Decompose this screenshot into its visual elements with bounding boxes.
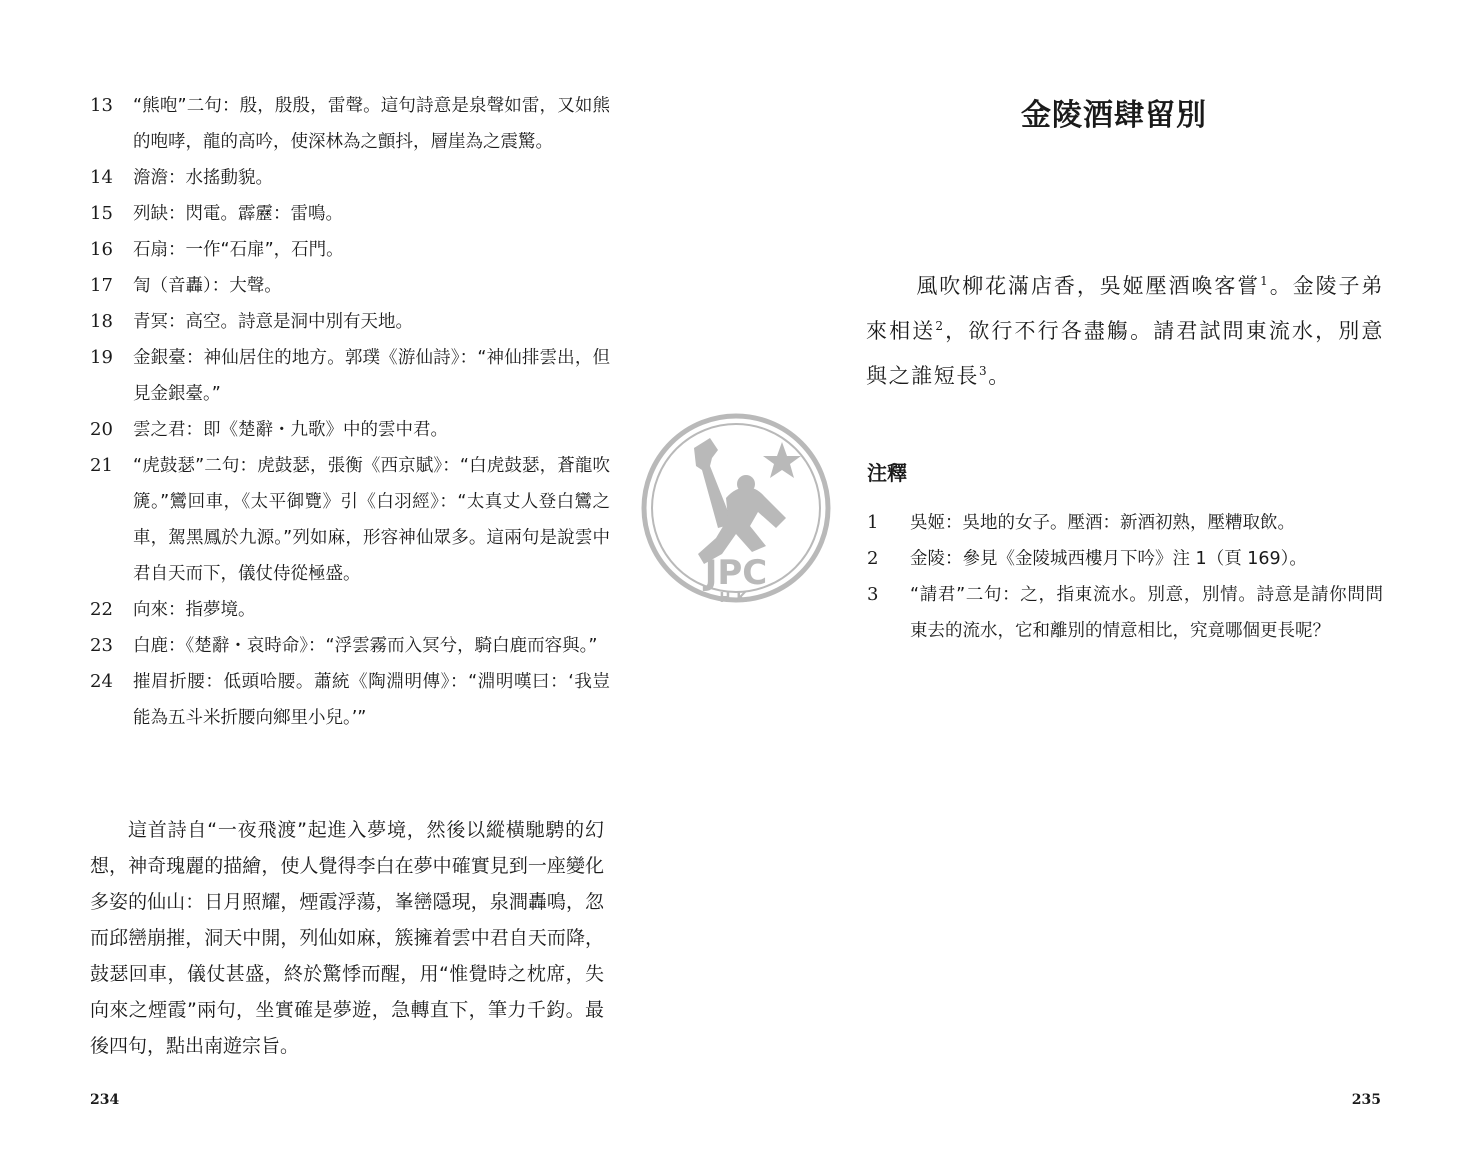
note-item — [90, 628, 610, 664]
note-text: 訇（音轟）：大聲。 — [133, 276, 282, 296]
note-item — [867, 577, 1383, 649]
note-number: 15 — [90, 203, 113, 224]
note-number: 2 — [867, 548, 879, 569]
note-number: 24 — [90, 671, 113, 692]
note-text: 青冥：高空。詩意是洞中別有天地。 — [133, 312, 413, 332]
right-notes-list — [867, 505, 1383, 649]
jpc-watermark-logo — [638, 406, 834, 612]
page-number-left: 234 — [90, 1092, 120, 1108]
footnote-marker: 3 — [979, 364, 989, 378]
notes-heading: 注釋 — [867, 461, 907, 485]
note-text: 向來：指夢境。 — [133, 600, 256, 620]
note-text: 石扇：一作“石扉”，石門。 — [133, 240, 344, 260]
note-item — [90, 160, 610, 196]
left-notes-list — [90, 88, 610, 736]
poem-title: 金陵酒肆留別 — [1021, 98, 1207, 133]
note-number: 3 — [867, 584, 879, 605]
note-text: 摧眉折腰：低頭哈腰。蕭統《陶淵明傳》：“淵明嘆曰：‘我豈能為五斗米折腰向鄉里小兒。’” — [133, 672, 610, 728]
commentary-paragraph: 這首詩自“一夜飛渡”起進入夢境，然後以縱橫馳騁的幻想，神奇瑰麗的描繪，使人覺得李白在夢中確實見到一座變化多姿的仙山：日月照耀，煙霞浮蕩，峯巒隱現，泉澗轟鳴，忽而邱巒崩摧，洞天中開，列仙如麻，簇擁着雲中君自天而降，鼓瑟回車，儀仗甚盛，終於驚悸而醒，用“惟覺時之枕席，失向來之煙霞”兩句，坐實確是夢遊，急轉直下，筆力千鈞。最後四句，點出南遊宗旨。 — [90, 819, 604, 1057]
note-item — [90, 196, 610, 232]
note-text: 金陵：參見《金陵城西樓月下吟》注 1（頁 169）。 — [910, 549, 1307, 569]
note-item — [90, 448, 610, 592]
note-item — [90, 412, 610, 448]
note-item — [90, 340, 610, 412]
note-text: 雲之君：即《楚辭・九歌》中的雲中君。 — [133, 420, 448, 440]
note-text: 吳姬：吳地的女子。壓酒：新酒初熟，壓糟取飲。 — [910, 513, 1295, 533]
note-item — [90, 304, 610, 340]
note-text: 列缺：閃電。霹靂：雷鳴。 — [133, 204, 343, 224]
note-item — [90, 232, 610, 268]
note-text: “虎鼓瑟”二句：虎鼓瑟，張衡《西京賦》：“白虎鼓瑟，蒼龍吹篪。”鸞回車，《太平御覽》引《白羽經》：“太真丈人登白鸞之車，駕黑鳳於九源。”列如麻，形容神仙眾多。這兩句是說雲中君自天而下，儀仗侍從極盛。 — [133, 456, 610, 584]
note-text: “請君”二句：之，指東流水。別意，別情。詩意是請你問問東去的流水，它和離別的情意相比，究竟哪個更長呢？ — [910, 585, 1383, 641]
note-number: 23 — [90, 635, 113, 656]
note-number: 19 — [90, 347, 113, 368]
note-number: 22 — [90, 599, 113, 620]
note-item — [867, 541, 1383, 577]
note-number: 16 — [90, 239, 113, 260]
note-text: 白鹿：《楚辭・哀時命》：“浮雲霧而入冥兮，騎白鹿而容與。” — [133, 636, 598, 656]
poem-text — [866, 264, 1384, 399]
footnote-marker: 1 — [1260, 274, 1270, 288]
poem-segment: 風吹柳花滿店香，吳姬壓酒喚客嘗 — [916, 274, 1261, 298]
note-item — [90, 664, 610, 736]
note-number: 13 — [90, 95, 113, 116]
note-item — [90, 88, 610, 160]
page-number-right: 235 — [1351, 1092, 1381, 1108]
footnote-marker: 2 — [935, 319, 945, 333]
note-number: 1 — [867, 512, 879, 533]
watermark-text-bottom: HK — [719, 591, 753, 606]
poem-segment: ，欲行不行各盡觴。請君試問東流水，別意與之誰短長 — [866, 319, 1384, 388]
note-text: “熊咆”二句：殷，殷殷，雷聲。這句詩意是泉聲如雷，又如熊的咆哮，龍的高吟，使深林為之顫抖，層崖為之震驚。 — [133, 96, 610, 152]
note-item — [90, 592, 610, 628]
note-number: 14 — [90, 167, 113, 188]
note-text: 金銀臺：神仙居住的地方。郭璞《游仙詩》：“神仙排雲出，但見金銀臺。” — [133, 348, 610, 404]
note-item — [90, 268, 610, 304]
watermark-text-top: JPC — [704, 553, 768, 593]
poem-segment: 。 — [988, 364, 1011, 388]
note-item — [867, 505, 1383, 541]
note-number: 17 — [90, 275, 113, 296]
note-number: 21 — [90, 455, 113, 476]
note-text: 澹澹：水搖動貌。 — [133, 168, 273, 188]
poem-segment: 。金陵子弟來相送 — [866, 274, 1385, 343]
right-page — [736, 0, 1472, 1157]
note-number: 18 — [90, 311, 113, 332]
note-number: 20 — [90, 419, 113, 440]
